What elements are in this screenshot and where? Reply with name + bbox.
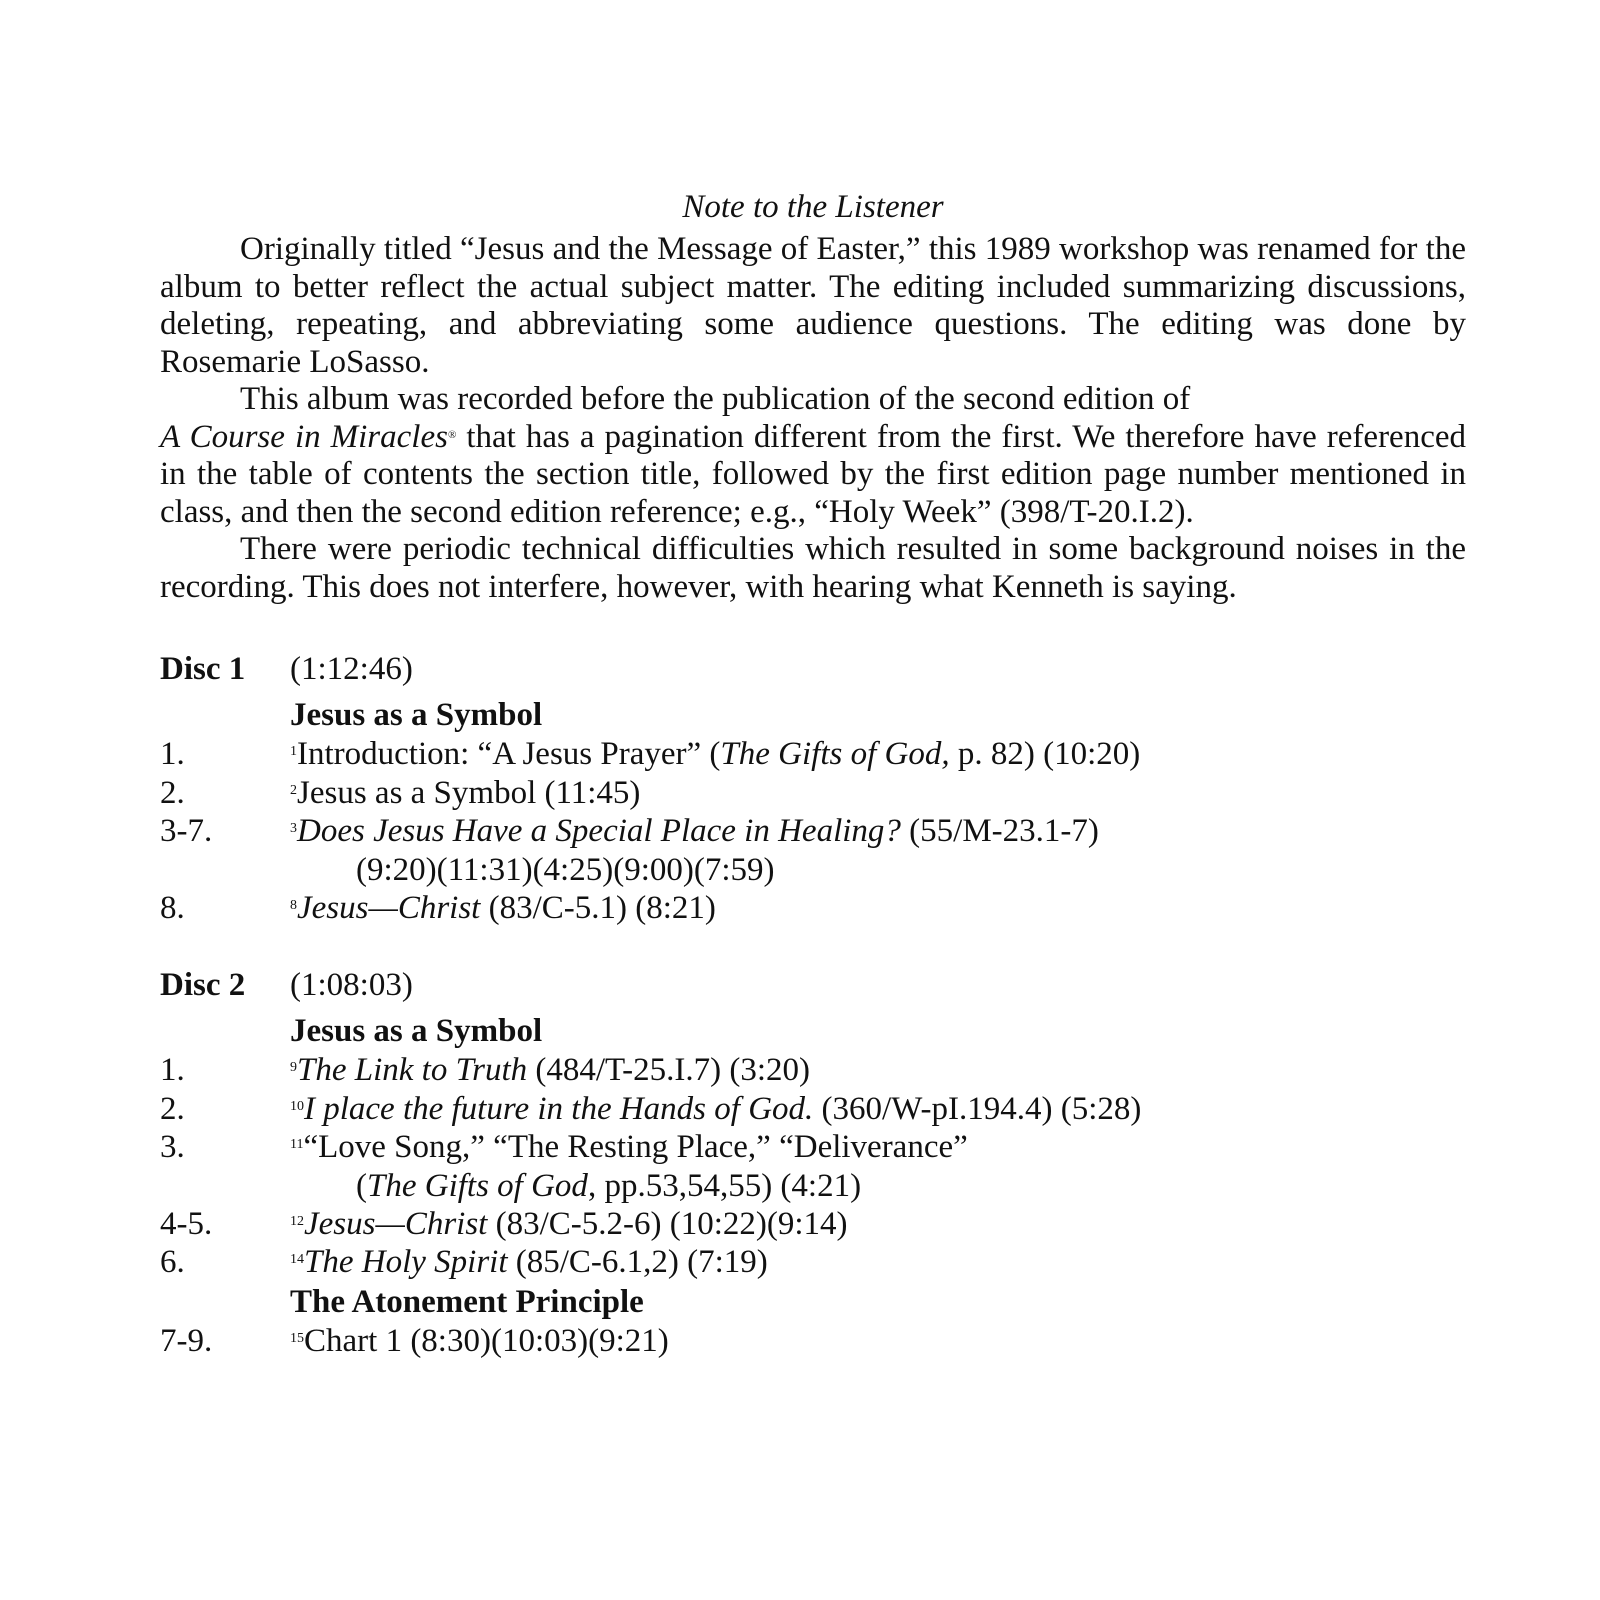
disc-1-header bbox=[160, 649, 1466, 689]
track-continuation: (9:20)(11:31)(4:25)(9:00)(7:59) bbox=[356, 851, 775, 888]
book-title: A Course in Miracles bbox=[160, 418, 448, 455]
document-page bbox=[160, 188, 1466, 1360]
note-paragraph-2 bbox=[160, 381, 1466, 531]
disc-1-label: Disc 1 bbox=[160, 651, 246, 687]
track-continuation: (The Gifts of God, pp.53,54,55) (4:21) bbox=[356, 1167, 862, 1204]
footnote-marker: 11 bbox=[290, 1137, 304, 1152]
track-row bbox=[160, 774, 1466, 813]
disc-2-duration: (1:08:03) bbox=[290, 967, 413, 1003]
footnote-marker: 10 bbox=[290, 1098, 304, 1114]
note-paragraph-2-start: This album was recorded before the publication of the second edition of bbox=[240, 381, 1191, 417]
track-title: $^{10}$I place the future in the Hands of God. (360/W-pI.194.4) (5:28) bbox=[290, 1090, 1142, 1127]
footnote-marker: 2 bbox=[290, 782, 297, 798]
track-number: 1. bbox=[160, 1052, 185, 1088]
track-row bbox=[160, 812, 1466, 851]
disc-2-header bbox=[160, 965, 1466, 1005]
note-paragraph-3: There were periodic technical difficulties which resulted in some background noises in the recording. This does not interfere, however, with hearing what Kenneth is saying. bbox=[160, 531, 1466, 605]
track-row bbox=[160, 1090, 1466, 1129]
footnote-marker: 12 bbox=[290, 1213, 304, 1229]
disc-2-label: Disc 2 bbox=[160, 967, 246, 1003]
track-title: $^3$Does Jesus Have a Special Place in Healing? (55/M-23.1-7) bbox=[290, 813, 1099, 849]
track-row bbox=[160, 889, 1466, 928]
registered-mark: ® bbox=[447, 428, 457, 441]
track-row bbox=[160, 1243, 1466, 1282]
footnote-marker: 1 bbox=[290, 744, 297, 759]
footnote-marker: 3 bbox=[290, 821, 297, 836]
track-number: 3. bbox=[160, 1129, 185, 1165]
track-title: $^{15}$Chart 1 (8:30)(10:03)(9:21) bbox=[290, 1322, 669, 1359]
disc-1-section-title: Jesus as a Symbol bbox=[290, 697, 543, 733]
track-number: 1. bbox=[160, 736, 185, 772]
track-number: 8. bbox=[160, 889, 185, 926]
track-number: 6. bbox=[160, 1244, 185, 1280]
track-title: $^{12}$Jesus—Christ (83/C-5.2-6) (10:22)(9:14) bbox=[290, 1205, 848, 1242]
note-paragraph-1: Originally titled “Jesus and the Message of Easter,” this 1989 workshop was renamed for the album to better reflect the actual subject matter. The editing included summarizing discussions, deleting, repeating, and abbreviating some audience questions. The editing was done by Rosemarie LoSasso. bbox=[160, 231, 1466, 380]
note-heading: Note to the Listener bbox=[682, 189, 944, 225]
track-title: $^2$Jesus as a Symbol (11:45) bbox=[290, 774, 641, 811]
footnote-marker: 14 bbox=[290, 1252, 304, 1267]
track-row bbox=[160, 1205, 1466, 1244]
track-number: 7-9. bbox=[160, 1322, 213, 1359]
note-paragraph-2-rest: that has a pagination different from the first. We therefore have referenced in the table of contents the section title, followed by the first edition page number mentioned in class, and then the second edition reference; e.g., “Holy Week” (398/T-20.I.2). bbox=[160, 418, 1466, 530]
track-title: $^9$The Link to Truth (484/T-25.I.7) (3:20) bbox=[290, 1052, 811, 1088]
track-row bbox=[160, 1051, 1466, 1090]
disc-1-duration: (1:12:46) bbox=[290, 651, 413, 687]
footnote-marker: 8 bbox=[290, 897, 297, 913]
track-title: $^1$Introduction: “A Jesus Prayer” (The Gifts of God, p. 82) (10:20) bbox=[290, 736, 1141, 772]
footnote-marker: 15 bbox=[290, 1330, 304, 1346]
track-number: 4-5. bbox=[160, 1205, 213, 1242]
track-title: $^{11}$“Love Song,” “The Resting Place,” “Deliverance” bbox=[290, 1129, 968, 1165]
track-number: 2. bbox=[160, 1090, 185, 1127]
track-title: $^8$Jesus—Christ (83/C-5.1) (8:21) bbox=[290, 889, 716, 926]
disc-2-section-title: Jesus as a Symbol bbox=[290, 1013, 543, 1049]
track-number: 3-7. bbox=[160, 813, 213, 849]
track-number: 2. bbox=[160, 774, 185, 811]
track-row bbox=[160, 735, 1466, 774]
disc-2-section-title-2: The Atonement Principle bbox=[290, 1283, 644, 1320]
track-row bbox=[160, 1128, 1466, 1167]
track-row bbox=[160, 1322, 1466, 1361]
footnote-marker: 9 bbox=[290, 1060, 297, 1075]
track-title: $^{14}$The Holy Spirit (85/C-6.1,2) (7:19) bbox=[290, 1244, 768, 1280]
